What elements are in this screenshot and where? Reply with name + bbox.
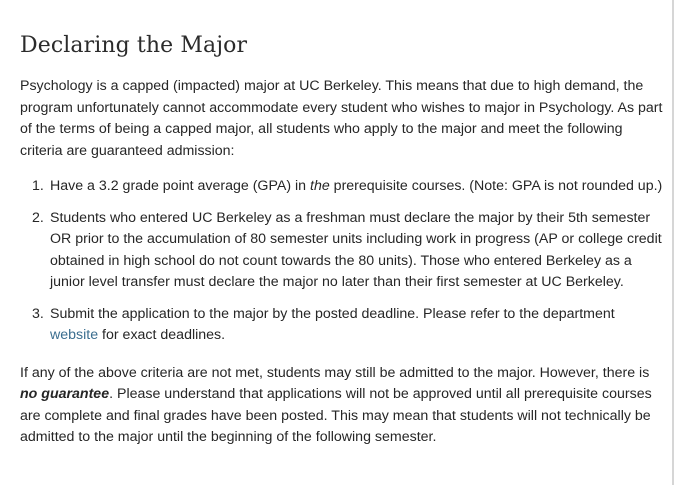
department-website-link[interactable]: website	[50, 327, 99, 343]
criteria-text: prerequisite courses. (Note: GPA is not rounded up.)	[329, 178, 663, 194]
criteria-text: Have a 3.2 grade point average (GPA) in	[50, 178, 310, 194]
criteria-text: Students who entered UC Berkeley as a freshman must declare the major by their 5th semester OR prior to the accumulation of 80 semester units including work in progress (AP or college credit obtained in high school do not count towards the 80 units). Those who entered Berkeley as a junior level transfer must declare the major no later than their first semester at UC Berkeley.	[50, 209, 662, 290]
closing-text: . Please understand that applications will not be approved until all prerequisite courses are complete and final grades have been posted. This may mean that students will not technically be admitted to the major until the beginning of the following semester.	[20, 386, 652, 445]
emphasis-text: the	[310, 178, 330, 194]
intro-paragraph: Psychology is a capped (impacted) major at UC Berkeley. This means that due to high demand, the program unfortunately cannot accommodate every student who wishes to major in Psychology. As part of the terms of being a capped major, all students who apply to the major and meet the following criteria are guaranteed admission:	[20, 78, 663, 159]
article-content	[20, 30, 666, 449]
criteria-item-application	[20, 304, 666, 347]
criteria-item-declare-timing	[20, 208, 666, 294]
criteria-item-gpa	[20, 176, 666, 198]
list-number: 1.	[32, 178, 44, 194]
page-title: Declaring the Major	[20, 33, 248, 58]
list-number: 3.	[32, 305, 44, 322]
criteria-list	[20, 176, 666, 347]
criteria-text: Submit the application to the major by the posted deadline. Please refer to the department	[50, 305, 615, 322]
closing-text: If any of the above criteria are not met, students may still be admitted to the major. However, there is	[20, 364, 650, 381]
closing-paragraph	[20, 363, 666, 449]
criteria-text: for exact deadlines.	[98, 327, 226, 343]
list-number: 2.	[32, 209, 44, 226]
no-guarantee-emphasis: no guarantee	[20, 386, 110, 402]
